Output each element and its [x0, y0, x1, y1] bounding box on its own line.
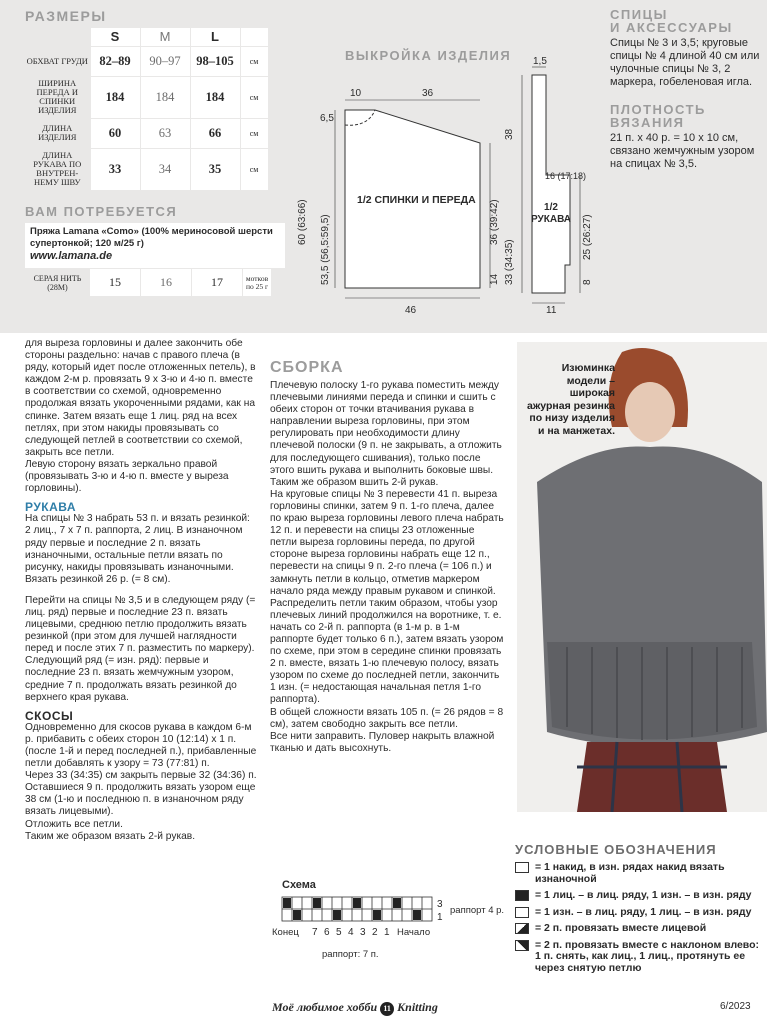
chart-grid	[272, 891, 512, 971]
cell-value: 90–97	[140, 46, 190, 76]
dim-label: 36 (39:42)	[489, 199, 500, 245]
legend-text: = 1 изн. – в лиц. ряду, 1 лиц. – в изн. ряду	[535, 905, 752, 918]
legend	[515, 842, 765, 974]
dim-label: 33 (34:35)	[504, 239, 515, 285]
cell-value: 184	[90, 76, 140, 118]
paragraph: Таким же образом вязать 2-й рукав.	[25, 830, 196, 842]
chart-start-label: Начало	[397, 927, 431, 938]
col-number: 5	[336, 927, 342, 938]
paragraph: Следующий ряд (= изн. ряд): первые и последние 23 п. вязать жемчужным узором, средние 7 п. продолжать вязать резинкой до верхнего края рукава.	[25, 655, 237, 703]
density-title: ПЛОТНОСТЬ	[610, 102, 706, 117]
repeat-rows-label: раппорт 4 р.	[450, 905, 505, 916]
dim-label: 14	[489, 273, 500, 285]
legend-item	[515, 862, 765, 885]
dim-label: 6,5	[320, 113, 334, 124]
sleeve-label: 1/2	[544, 202, 558, 213]
row-number: 1	[437, 912, 443, 923]
cell-value: 63	[140, 118, 190, 148]
unit-cell: см	[240, 76, 268, 118]
col-number: 7	[312, 927, 318, 938]
paragraph: В общей сложности вязать 105 п. (= 26 рядов = 8 см), затем свободно закрыть все петли.	[270, 706, 504, 730]
cell-value: 82–89	[90, 46, 140, 76]
legend-item	[515, 890, 765, 902]
paragraph: Перейти на спицы № 3,5 и в следующем ряду (= лиц. ряд) первые и последние 23 п. вязать лицевыми, среднюю петлю продолжить вязать резинкой (при этом для лучшей наглядности перед и после этих 7 п. разместить по маркеру).	[25, 594, 256, 655]
legend-text: = 1 накид, в изн. рядах накид вязать изнаночной	[535, 861, 725, 885]
materials-box	[25, 223, 285, 296]
tools-section	[610, 8, 760, 171]
assembly-heading: СБОРКА	[270, 359, 344, 376]
instructions-col-1	[25, 338, 257, 843]
need-title: ВАМ ПОТРЕБУЕТСЯ	[25, 204, 178, 219]
ssk-icon	[515, 940, 529, 951]
size-l-header: L	[190, 28, 240, 46]
dim-label: 60 (63:66)	[297, 199, 308, 245]
paragraph: Отложить все петли.	[25, 818, 123, 830]
row-label-length: ДЛИНА ИЗДЕЛИЯ	[25, 118, 90, 148]
density-title-2: ВЯЗАНИЯ	[610, 115, 685, 130]
body-piece-label: 1/2 СПИНКИ И ПЕРЕДА	[357, 194, 476, 206]
paragraph: Одновременно для скосов рукава в каждом 6-м р. прибавить с обеих сторон 10 (12:14) x 1 п. (после 1-й и перед последней п.), прибавленные петли добавлять к узору = 73 (77:81) п.	[25, 721, 257, 770]
legend-item	[515, 907, 765, 919]
col-number: 2	[372, 927, 378, 938]
yarn-qty-row	[25, 269, 285, 296]
yarn-color-label: СЕРАЯ НИТЬ (28М)	[33, 273, 82, 292]
chart-title: Схема	[282, 879, 316, 891]
dim-label: 16 (17:18)	[545, 171, 587, 181]
dim-label: 36	[422, 88, 434, 99]
paragraph: Плечевую полоску 1-го рукава поместить между плечевыми линиями переда и спинки и сшить с обеих сторон от точки втачивания рукава в направлении выреза горловины, при этом регулировать при необходимости длину плечевой полоски (9 п. не закрывать, а отложить для последующего сшивания), только после этого вшить рукава и выполнить боковые швы. Таким же образом вшить 2-й рукав.	[270, 380, 502, 488]
paragraph: Все нити заправить. Пуловер накрыть влажной тканью и дать высохнуть.	[270, 730, 495, 754]
paragraph: для выреза горловины и далее закончить обе стороны раздельно: начав с правого плеча (в ряду, который идет после отложенных петель), в каждом 2-м р. провязать 9 x 3-ю и 4-ю п. вместе в соответствии со схемой, одновременно продолжая вязать укороченными рядами, как на спинке. Затем вязать еще 1 лиц. ряд на всех петлях, при этом накиды провязывать со следующей петлей в соответствии со схемой, закрыть все петли.	[25, 338, 256, 458]
sizes-title: РАЗМЕРЫ	[25, 8, 107, 24]
chart-end-label: Конец	[272, 927, 299, 938]
footer-brand: Моё любимое хобби 11 Knitting	[272, 1000, 438, 1014]
issue-number: 6/2023	[720, 1001, 751, 1012]
unit-cell: см	[240, 148, 268, 190]
bevels-heading: СКОСЫ	[25, 708, 74, 723]
stitch-chart	[272, 879, 512, 976]
dim-label: 1,5	[533, 56, 547, 67]
qty-l: 17	[192, 269, 242, 296]
footer-brand-2: Knitting	[397, 1000, 438, 1014]
row-number: 3	[437, 899, 443, 910]
yarn-description	[25, 223, 285, 268]
qty-m: 16	[141, 269, 191, 296]
cell-value: 184	[190, 76, 240, 118]
cell-value: 66	[190, 118, 240, 148]
yarn-url: www.lamana.de	[30, 250, 113, 262]
density-text: 21 п. x 40 р. = 10 x 10 см, связано жемчужным узором на спицах № 3,5.	[610, 132, 755, 170]
pattern-schematic	[290, 55, 610, 320]
dim-label: 46	[405, 305, 417, 316]
paragraph: Распределить петли таким образом, чтобы узор плечевых линий продолжился на воротнике, т. е. начать со 2-й п. раппорта (в 1-м р. в 1-м раппорте будет только 6 п.), затем вязать узором по схеме, при этом в середине спинки провязать 2 п. вместе, вязать 1-ю плечевую полосу, вязать узором по схеме до последней петли, закончить 1 изн. (= недостающая начальная петля 1-го раппорта).	[270, 597, 504, 706]
unit-cell: см	[240, 118, 268, 148]
col-number: 4	[348, 927, 354, 938]
yarn-text: Пряжа Lamana «Como» (100% мериносовой шерсти супертонкой; 120 м/25 г)	[30, 226, 273, 249]
qty-s: 15	[90, 269, 140, 296]
paragraph: Оставшиеся 9 п. продолжить вязать узором еще 38 см (1-ю и последнюю п. в изнаночном ряду вязать лицевыми).	[25, 782, 256, 818]
legend-text: = 2 п. провязать вместе с наклоном влево: 1 п. снять, как лиц., 1 лиц., протянуть ее через снятую петлю	[535, 938, 760, 974]
dim-label: 53,5 (56,5:59,5)	[320, 214, 331, 285]
size-s-header: S	[90, 28, 140, 46]
yarn-over-icon	[515, 862, 529, 873]
legend-item	[515, 940, 765, 975]
legend-text: = 1 лиц. – в лиц. ряду, 1 изн. – в изн. ряду	[535, 889, 752, 901]
dim-label: 8	[582, 279, 593, 285]
row-label-sleeve: ДЛИНА РУКАВА ПО ВНУТРЕН-НЕМУ ШВУ	[25, 148, 90, 190]
tools-title-2: И АКСЕССУАРЫ	[610, 20, 733, 35]
sizes-table	[25, 28, 269, 191]
row-label-width: ШИРИНА ПЕРЕДА И СПИНКИ ИЗДЕЛИЯ	[25, 76, 90, 118]
size-m-header: M	[140, 28, 190, 46]
col-number: 1	[384, 927, 390, 938]
knit-stitch-icon	[515, 890, 529, 901]
paragraph: На спицы № 3 набрать 53 п. и вязать резинкой: 2 лиц., 7 x 7 п. раппорта, 2 лиц. В изнаночном ряду первые и последние 2 п. вязать изнаночными, остальные петли вязать по рисунку, накиды провязывать изнаночными. Вязать резинкой 26 р. (= 8 см).	[25, 513, 250, 585]
photo-caption: Изюминка модели – широкая ажурная резинка по низу изделия и на манжетах.	[527, 362, 615, 437]
legend-title: УСЛОВНЫЕ ОБОЗНАЧЕНИЯ	[515, 842, 717, 857]
legend-text: = 2 п. провязать вместе лицевой	[535, 922, 707, 934]
cell-value: 35	[190, 148, 240, 190]
tools-title: СПИЦЫ	[610, 7, 668, 22]
sleeve-shape	[532, 75, 570, 293]
paragraph: Через 33 (34:35) см закрыть первые 32 (34:36) п.	[25, 770, 257, 782]
cell-value: 60	[90, 118, 140, 148]
cell-value: 33	[90, 148, 140, 190]
instructions-col-2	[270, 380, 504, 755]
cell-value: 34	[140, 148, 190, 190]
purl-stitch-icon	[515, 907, 529, 918]
pattern-title: ВЫКРОЙКА ИЗДЕЛИЯ	[345, 48, 512, 63]
dim-label: 10	[350, 88, 362, 99]
cell-value: 98–105	[190, 46, 240, 76]
legend-item	[515, 923, 765, 935]
row-label-chest: ОБХВАТ ГРУДИ	[25, 46, 90, 76]
dim-label: 11	[546, 305, 557, 316]
unit-cell: см	[240, 46, 268, 76]
cell-value: 184	[140, 76, 190, 118]
k2tog-icon	[515, 923, 529, 934]
dim-label: 25 (26:27)	[582, 214, 593, 260]
col-number: 3	[360, 927, 366, 938]
sleeve-label: РУКАВА	[530, 214, 572, 225]
tools-text: Спицы № 3 и 3,5; круговые спицы № 4 длиной 40 см или чулочные спицы № 3, 2 маркера, гобеленовая игла.	[610, 37, 760, 88]
qty-unit: мотков по 25 г	[243, 269, 271, 296]
paragraph: Левую сторону вязать зеркально правой (провязывать 3-ю и 4-ю п. вместе у выреза горловины).	[25, 458, 229, 495]
sleeves-heading: РУКАВА	[25, 500, 77, 515]
page-number: 11	[380, 1002, 394, 1016]
col-number: 6	[324, 927, 330, 938]
repeat-sts-label: раппорт: 7 п.	[322, 949, 379, 960]
footer	[0, 996, 767, 1026]
dim-label: 38	[504, 128, 515, 140]
paragraph: На круговые спицы № 3 перевести 41 п. выреза горловины спинки, затем 9 п. 1-го плеча, далее по краю выреза горловины левого плеча набрать 12 п. и перевести на спицы 23 отложенные петли выреза горловины переда, по другой стороне выреза горловины набрать еще 12 п., перевести на спицы 9 п. 2-го плеча (= 106 п.) и замкнуть петли в кольцо, отметив маркером начало ряда между правым рукавом и спинкой.	[270, 488, 504, 597]
